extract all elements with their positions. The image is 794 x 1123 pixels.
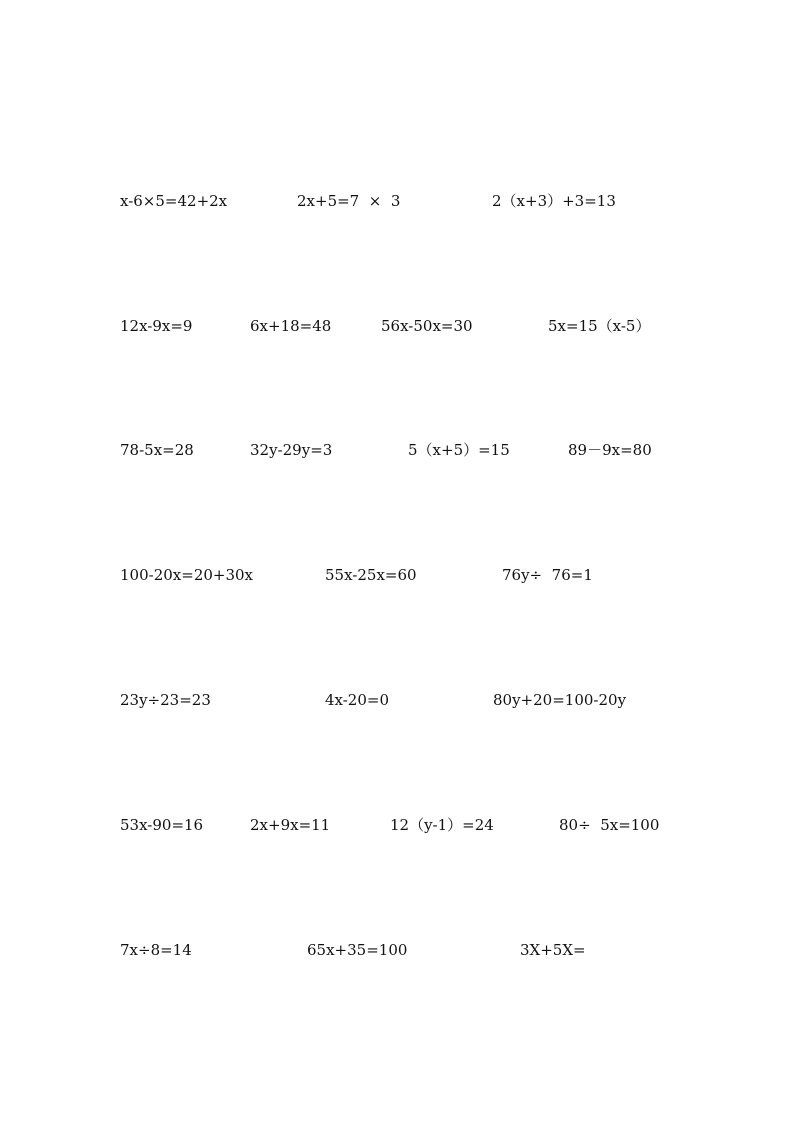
equation-row5-col1: 23y÷23=23 bbox=[120, 691, 211, 709]
equation-row3-col1: 78-5x=28 bbox=[120, 441, 194, 459]
equation-row1-col2: 2x+5=7 × 3 bbox=[297, 192, 401, 210]
equation-row2-col4: 5x=15（x-5） bbox=[548, 317, 651, 335]
equation-row7-col2: 65x+35=100 bbox=[307, 941, 408, 959]
equation-row3-col4: 89－9x=80 bbox=[568, 441, 652, 459]
equation-row1-col1: x-6×5=42+2x bbox=[120, 192, 228, 210]
equation-row1-col3: 2（x+3）+3=13 bbox=[492, 192, 616, 210]
equation-row4-col3: 76y÷ 76=1 bbox=[502, 566, 593, 584]
equation-row2-col2: 6x+18=48 bbox=[250, 317, 332, 335]
equation-row3-col3: 5（x+5）=15 bbox=[408, 441, 510, 459]
equation-row5-col2: 4x-20=0 bbox=[325, 691, 390, 709]
equation-row6-col3: 12（y-1）=24 bbox=[390, 816, 494, 834]
equation-row7-col3: 3X+5X= bbox=[520, 941, 586, 959]
equation-row3-col2: 32y-29y=3 bbox=[250, 441, 333, 459]
equation-row2-col1: 12x-9x=9 bbox=[120, 317, 193, 335]
equation-row6-col2: 2x+9x=11 bbox=[250, 816, 331, 834]
equation-row4-col2: 55x-25x=60 bbox=[325, 566, 417, 584]
equation-row2-col3: 56x-50x=30 bbox=[381, 317, 473, 335]
equation-row6-col4: 80÷ 5x=100 bbox=[559, 816, 660, 834]
equation-row5-col3: 80y+20=100-20y bbox=[493, 691, 627, 709]
equation-row6-col1: 53x-90=16 bbox=[120, 816, 204, 834]
equation-row7-col1: 7x÷8=14 bbox=[120, 941, 192, 959]
equation-row4-col1: 100-20x=20+30x bbox=[120, 566, 254, 584]
